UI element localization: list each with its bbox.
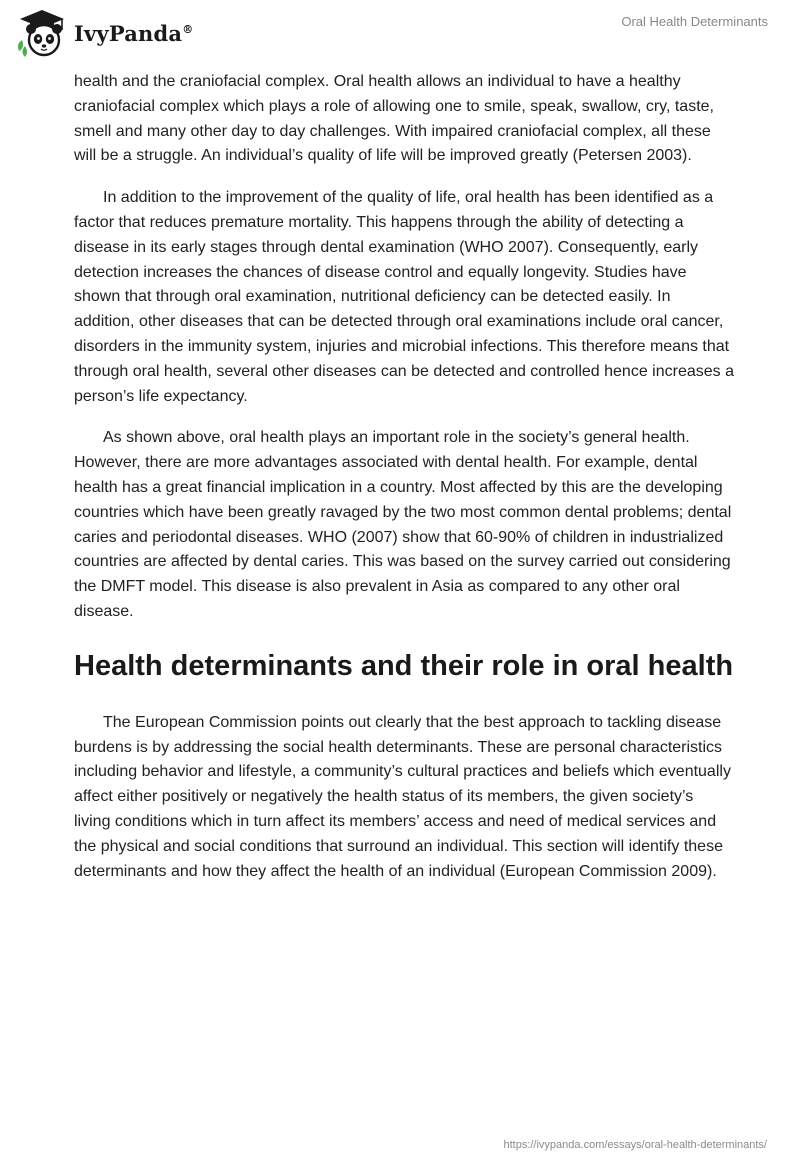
paragraph: health and the craniofacial complex. Oral health allows an individual to have a healthy craniofacial complex which plays a role of allowing one to smile, speak, swallow, cry, taste, smell and many other day to day challenges. With impaired craniofacial complex, all these will be a struggle. An individual’s quality of life will be improved greatly (Petersen 2003). — [74, 73, 714, 165]
source-url[interactable]: https://ivypanda.com/essays/oral-health-determinants/ — [503, 1139, 767, 1151]
paragraph: As shown above, oral health plays an important role in the society’s general health. However, there are more advantages associated with dental health. For example, dental health has a great financial implication in a country. Most affected by this are the developing countries which have been greatly ravaged by the two most common dental problems; dental caries and periodontal diseases. WHO (2007) show that 60-90% of children in industrialized countries are affected by dental caries. This was based on the survey carried out considering the DMFT model. This disease is also prevalent in Asia as compared to any other oral disease. — [74, 429, 732, 620]
essay-body — [74, 70, 734, 901]
registered-mark: ® — [182, 22, 194, 36]
logo-wordmark — [74, 21, 193, 46]
panda-graduate-icon — [14, 8, 70, 58]
page-header — [0, 0, 800, 70]
paragraph: The European Commission points out clearly that the best approach to tackling disease burdens is by addressing the social health determinants. These are personal characteristics including behavior and lifestyle, a community’s cultural practices and beliefs which eventually affect either positively or negatively the health status of its members, the given society’s living conditions which in turn affect its members’ access and need of medical services and the physical and social conditions that surround an individual. This section will identify these determinants and how they affect the health of an individual (European Commission 2009). — [74, 713, 731, 880]
ivypanda-logo[interactable] — [14, 8, 193, 58]
document-title: Oral Health Determinants — [621, 14, 768, 29]
logo-wordmark-text: IvyPanda — [74, 20, 183, 46]
paragraph: In addition to the improvement of the quality of life, oral health has been identified as a factor that reduces premature mortality. This happens through the ability of detecting a disease in its early stages through dental examination (WHO 2007). Consequently, early detection increases the chances of disease control and equally longevity. Studies have shown that through oral examination, nutritional deficiency can be detected easily. In addition, other diseases that can be detected through oral examinations include oral cancer, disorders in the immunity system, injuries and microbial infections. This therefore means that through oral health, several other diseases can be detected and controlled hence increases a person’s life expectancy. — [74, 189, 734, 405]
section-heading: Health determinants and their role in oral health — [74, 649, 734, 682]
